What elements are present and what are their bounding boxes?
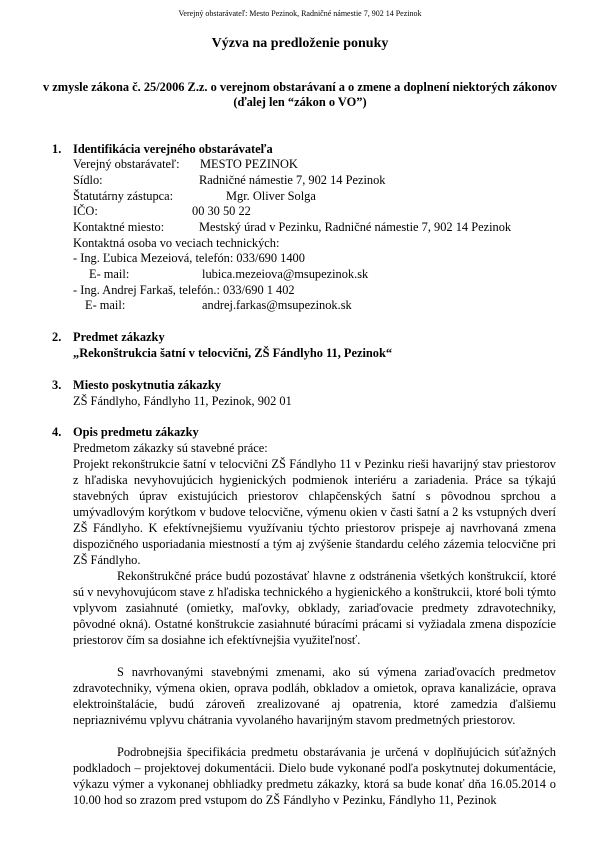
- section-number: 2.: [52, 330, 62, 344]
- contact-person-2-email-label: E- mail:: [85, 298, 126, 312]
- description-paragraph: Projekt rekonštrukcie šatní v telocvični ZŠ Fándlyho 11 v Pezinku rieši havarijný stav priestorov z hľadiska nevyhovujúcich hygienických podmienok interiéru a zariadenia. Práce sa týkajú stavebných úprav existujúcich priestorov chlapčenských šatní s pôvodnou sprchou a umývadlovým korýtkom v budove telocvične, výmenu okien v časti šatní a 2 ks vstupných dverí ZŠ Fándlyho. K efektívnejšiemu využívaniu týchto priestorov prispeje aj navrhovaná zmena dispozičného usporiadania miestností a tým aj zvýšenie štandardu celého zázemia telocvične pri ZŠ Fándlyho.: [73, 457, 556, 568]
- description-paragraph: Podrobnejšia špecifikácia predmetu obstarávania je určená v doplňujúcich súťažných podkladoch – projektovej dokumentácii. Dielo bude vykonané podľa poskytnutej dokumentácie, výkazu výmer a vykonanej obhliadky predmetu zákazky, ktorá sa bude konať dňa 16.05.2014 o 10.00 hod so zrazom pred vstupom do ZŠ Fándlyho v Pezinku, Fándlyho 11, Pezinok: [73, 745, 556, 808]
- ico-value: 00 30 50 22: [192, 204, 251, 218]
- ico-label: IČO:: [73, 204, 98, 218]
- place-of-performance: ZŠ Fándlyho, Fándlyho 11, Pezinok, 902 01: [73, 394, 292, 408]
- description-paragraph: S navrhovanými stavebnými zmenami, ako sú výmena zariaďovacích predmetov zdravotechniky, výmena okien, oprava podláh, obkladov a omietok, oprava kanalizácie, oprava elektroinštalácie, budú zároveň zrealizované aj opatrenia, ktoré zamedzia ďalšiemu nepriaznivému vplyvu chátrania vyvolaného havarijným stavom predmetných priestorov.: [73, 665, 556, 728]
- section-heading: Predmet zákazky: [73, 330, 165, 344]
- kontakt-miesto-value: Mestský úrad v Pezinku, Radničné námestie 7, 902 14 Pezinok: [199, 220, 512, 234]
- obstaravatel-label: Verejný obstarávateľ:: [73, 157, 180, 171]
- contact-person-1: - Ing. Ľubica Mezeiová, telefón: 033/690 1400: [73, 251, 305, 265]
- contact-person-1-email[interactable]: lubica.mezeiova@msupezinok.sk: [202, 267, 369, 281]
- contract-subject: „Rekonštrukcia šatní v telocvični, ZŠ Fándlyho 11, Pezinok“: [73, 346, 393, 360]
- section-heading: Opis predmetu zákazky: [73, 425, 199, 439]
- statutar-value: Mgr. Oliver Solga: [226, 189, 316, 203]
- running-header: Verejný obstarávateľ: Mesto Pezinok, Radničné námestie 7, 902 14 Pezinok: [178, 9, 422, 18]
- kontakt-osoba-label: Kontaktná osoba vo veciach technických:: [73, 236, 280, 250]
- document-title: Výzva na predloženie ponuky: [211, 36, 389, 51]
- contact-person-2: - Ing. Andrej Farkaš, telefón.: 033/690 1 402: [73, 283, 295, 297]
- sidlo-label: Sídlo:: [73, 173, 103, 187]
- sidlo-value: Radničné námestie 7, 902 14 Pezinok: [199, 173, 386, 187]
- document-subtitle: v zmysle zákona č. 25/2006 Z.z. o verejnom obstarávaní a o zmene a doplnení niektorých zákonov (ďalej len “zákon o VO”): [43, 80, 557, 109]
- section-number: 4.: [52, 425, 62, 439]
- section-heading: Identifikácia verejného obstarávateľa: [73, 142, 273, 156]
- description-paragraph: Rekonštrukčné práce budú pozostávať hlavne z odstránenia všetkých konštrukcií, ktoré sú v nevyhovujúcom stave z hľadiska technického a hygienického a konštrukcii, ktoré boli týmto vplyvom zasiahnuté (omietky, maľovky, obklady, zariaďovacie predmety zdravotechniky, pôvodné okná). Ostatné konštrukcie zasiahnuté búracími prácami si vyžiadala zmena dispozície priestorov čím sa dosiahne ich efektívnejšia využiteľnosť.: [73, 569, 556, 648]
- contact-person-2-email[interactable]: andrej.farkas@msupezinok.sk: [202, 298, 352, 312]
- section-number: 1.: [52, 142, 62, 156]
- kontakt-miesto-label: Kontaktné miesto:: [73, 220, 165, 234]
- statutar-label: Štatutárny zástupca:: [73, 189, 174, 203]
- description-intro: Predmetom zákazky sú stavebné práce:: [73, 441, 268, 455]
- section-heading: Miesto poskytnutia zákazky: [73, 378, 222, 392]
- section-number: 3.: [52, 378, 62, 392]
- obstaravatel-value: MESTO PEZINOK: [200, 157, 298, 171]
- contact-person-1-email-label: E- mail:: [89, 267, 130, 281]
